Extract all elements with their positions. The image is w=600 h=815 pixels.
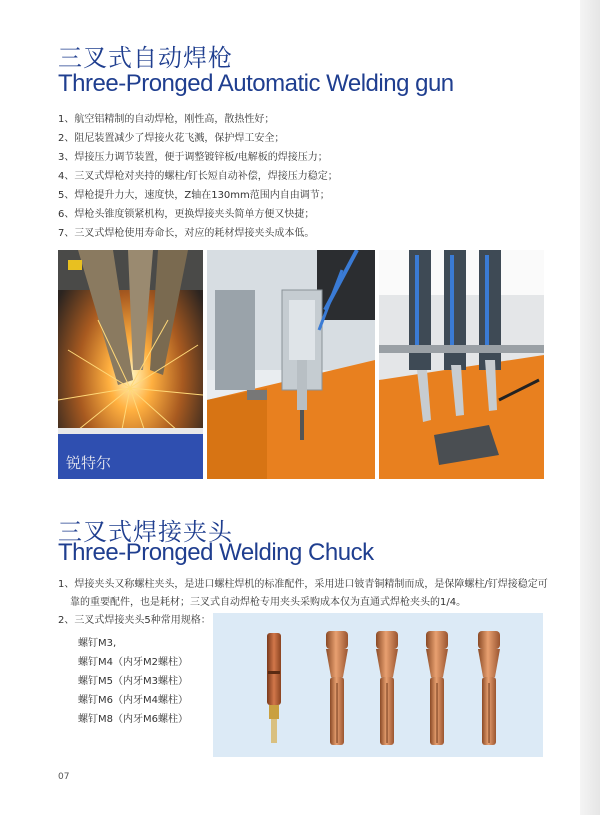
spec-item: 螺钉M8（内牙M6螺柱） [78, 714, 188, 725]
section1-title-cn: 三叉式自动焊枪 [58, 44, 233, 72]
page-edge-strip [580, 0, 600, 815]
section2-title-cn: 三叉式焊接夹头 [58, 518, 233, 546]
chuck-item [376, 631, 398, 745]
spec-item: 螺钉M3, [78, 638, 117, 649]
section2-title-en: Three-Pronged Welding Chuck [58, 539, 374, 566]
chuck-description-line1: 1、焊接夹头又称螺柱夹头，是进口螺柱焊机的标准配件，采用进口铍青铜精制而成，是保障螺柱/钉焊接稳定可 [58, 579, 548, 590]
logo-text: 锐特尔 [66, 454, 112, 472]
feature-item: 4、三叉式焊枪对夹持的螺柱/钉长短自动补偿，焊接压力稳定； [58, 171, 338, 182]
page-number: 07 [58, 772, 70, 782]
multi-gun-photo [379, 250, 544, 479]
welding-sparks-photo [58, 250, 203, 479]
feature-item: 1、航空铝精制的自动焊枪，刚性高，散热性好； [58, 114, 275, 125]
chuck-with-stud [267, 633, 281, 743]
chuck-item [426, 631, 448, 745]
chuck-item [478, 631, 500, 745]
chuck-item [326, 631, 348, 745]
feature-item: 5、焊枪提升力大，速度快，Z轴在130mm范围内自由调节； [58, 190, 330, 201]
section1-title-en: Three-Pronged Automatic Welding gun [58, 70, 454, 97]
chuck-product-image [213, 613, 543, 757]
feature-item: 6、焊枪头锥度锁紧机构，更换焊接夹头简单方便又快捷； [58, 209, 315, 220]
feature-list [58, 110, 558, 243]
feature-item: 2、阻尼装置减少了焊接火花飞溅，保护焊工安全； [58, 133, 285, 144]
spec-item: 螺钉M6（内牙M4螺柱） [78, 695, 188, 706]
spec-item: 螺钉M5（内牙M3螺柱） [78, 676, 188, 687]
chuck-spec-heading: 2、三叉式焊接夹头5种常用规格： [58, 615, 211, 626]
chuck-description-line2: 靠的重要配件，也是耗材；三叉式自动焊枪专用夹头采购成本仅为直通式焊枪夹头的1/4。 [70, 597, 467, 608]
welding-gun-photo [207, 250, 375, 479]
spec-item: 螺钉M4（内牙M2螺柱） [78, 657, 188, 668]
feature-item: 7、三叉式焊枪使用寿命长，对应的耗材焊接夹头成本低。 [58, 228, 315, 239]
feature-item: 3、焊接压力调节装置，便于调整镀锌板/电解板的焊接压力； [58, 152, 328, 163]
